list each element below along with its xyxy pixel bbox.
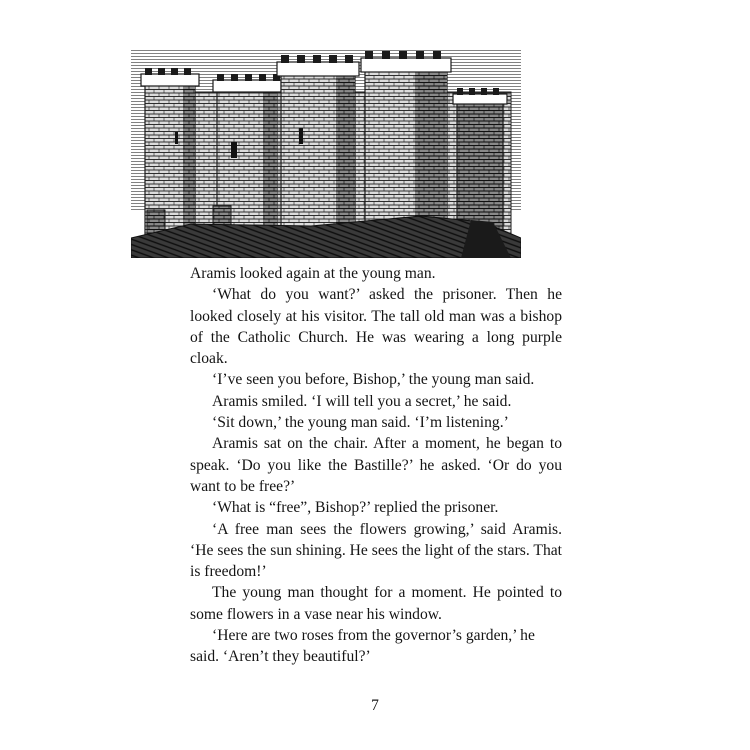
paragraph: The young man thought for a moment. He pointed to some flowers in a vase near his window. xyxy=(190,584,562,623)
paragraph: ‘A free man sees the flowers growing,’ said Aramis. ‘He sees the sun shining. He sees the light of the stars. That is freedom!’ xyxy=(190,520,562,581)
paragraph: ‘What do you want?’ asked the prisoner. Then he looked closely at his visitor. The tall old man was a bishop of the Catholic Church. He was wearing a long purple cloak. xyxy=(190,286,562,368)
paragraph: Aramis looked again at the young man. xyxy=(190,265,436,282)
page-number: 7 xyxy=(371,697,379,714)
paragraph: Aramis smiled. ‘I will tell you a secret,’ he said. xyxy=(212,392,512,410)
center-right-tower xyxy=(361,51,451,246)
paragraph: ‘What is “free”, Bishop?’ replied the prisoner. xyxy=(212,499,499,517)
center-tower xyxy=(277,55,359,246)
paragraph: Aramis sat on the chair. After a moment, he began to speak. ‘Do you like the Bastille?’ he asked. ‘Or do you want to be free?’ xyxy=(190,435,562,495)
paragraph: ‘I’ve seen you before, Bishop,’ the young man said. xyxy=(212,371,535,389)
paragraph: ‘Sit down,’ the young man said. ‘I’m listening.’ xyxy=(212,414,509,432)
paragraph: ‘Here are two roses from the governor’s garden,’ he said. ‘Aren’t they beautiful?’ xyxy=(190,627,535,666)
story-text xyxy=(190,263,562,668)
bastille-illustration xyxy=(131,40,521,258)
